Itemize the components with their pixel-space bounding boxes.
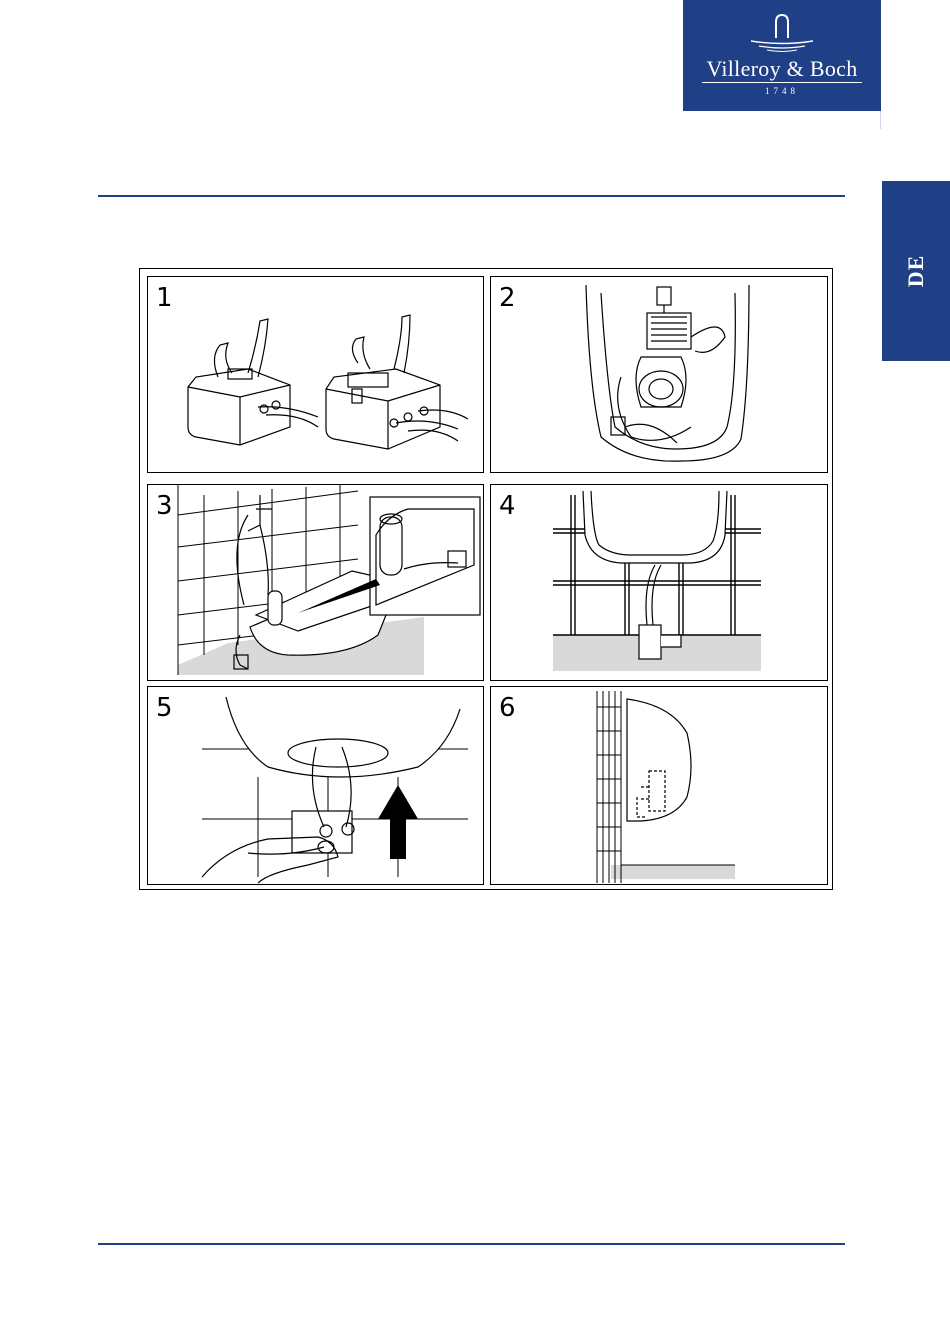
step-panel-1	[147, 276, 484, 473]
step-number: 1	[156, 283, 173, 313]
step-panel-5	[147, 686, 484, 885]
step-panel-3	[147, 484, 484, 681]
step-number: 6	[499, 693, 516, 723]
urinal-tilt-illustration	[148, 485, 484, 681]
brand-name: Villeroy & Boch	[706, 56, 858, 81]
language-tab-label: DE	[903, 254, 928, 288]
step-number: 5	[156, 693, 173, 723]
header-rule	[98, 195, 845, 197]
language-tab[interactable]	[882, 181, 950, 361]
step-number: 2	[499, 283, 516, 313]
step-number: 3	[156, 491, 173, 521]
logo-divider	[880, 111, 881, 129]
brand-year: 1748	[765, 86, 799, 96]
logo-rule	[702, 82, 862, 83]
logo-arch-icon	[683, 0, 881, 60]
step-number: 4	[499, 491, 516, 521]
step-panel-6	[490, 686, 828, 885]
footer-rule	[98, 1243, 845, 1245]
side-view-illustration	[491, 687, 828, 885]
hand-insert-illustration	[148, 687, 484, 885]
urinal-underside-illustration	[491, 277, 828, 473]
step-panel-4	[490, 484, 828, 681]
wall-mounted-box-illustration	[491, 485, 828, 681]
brand-logo	[683, 0, 881, 111]
sensor-box-illustration	[148, 277, 484, 473]
step-panel-2	[490, 276, 828, 473]
